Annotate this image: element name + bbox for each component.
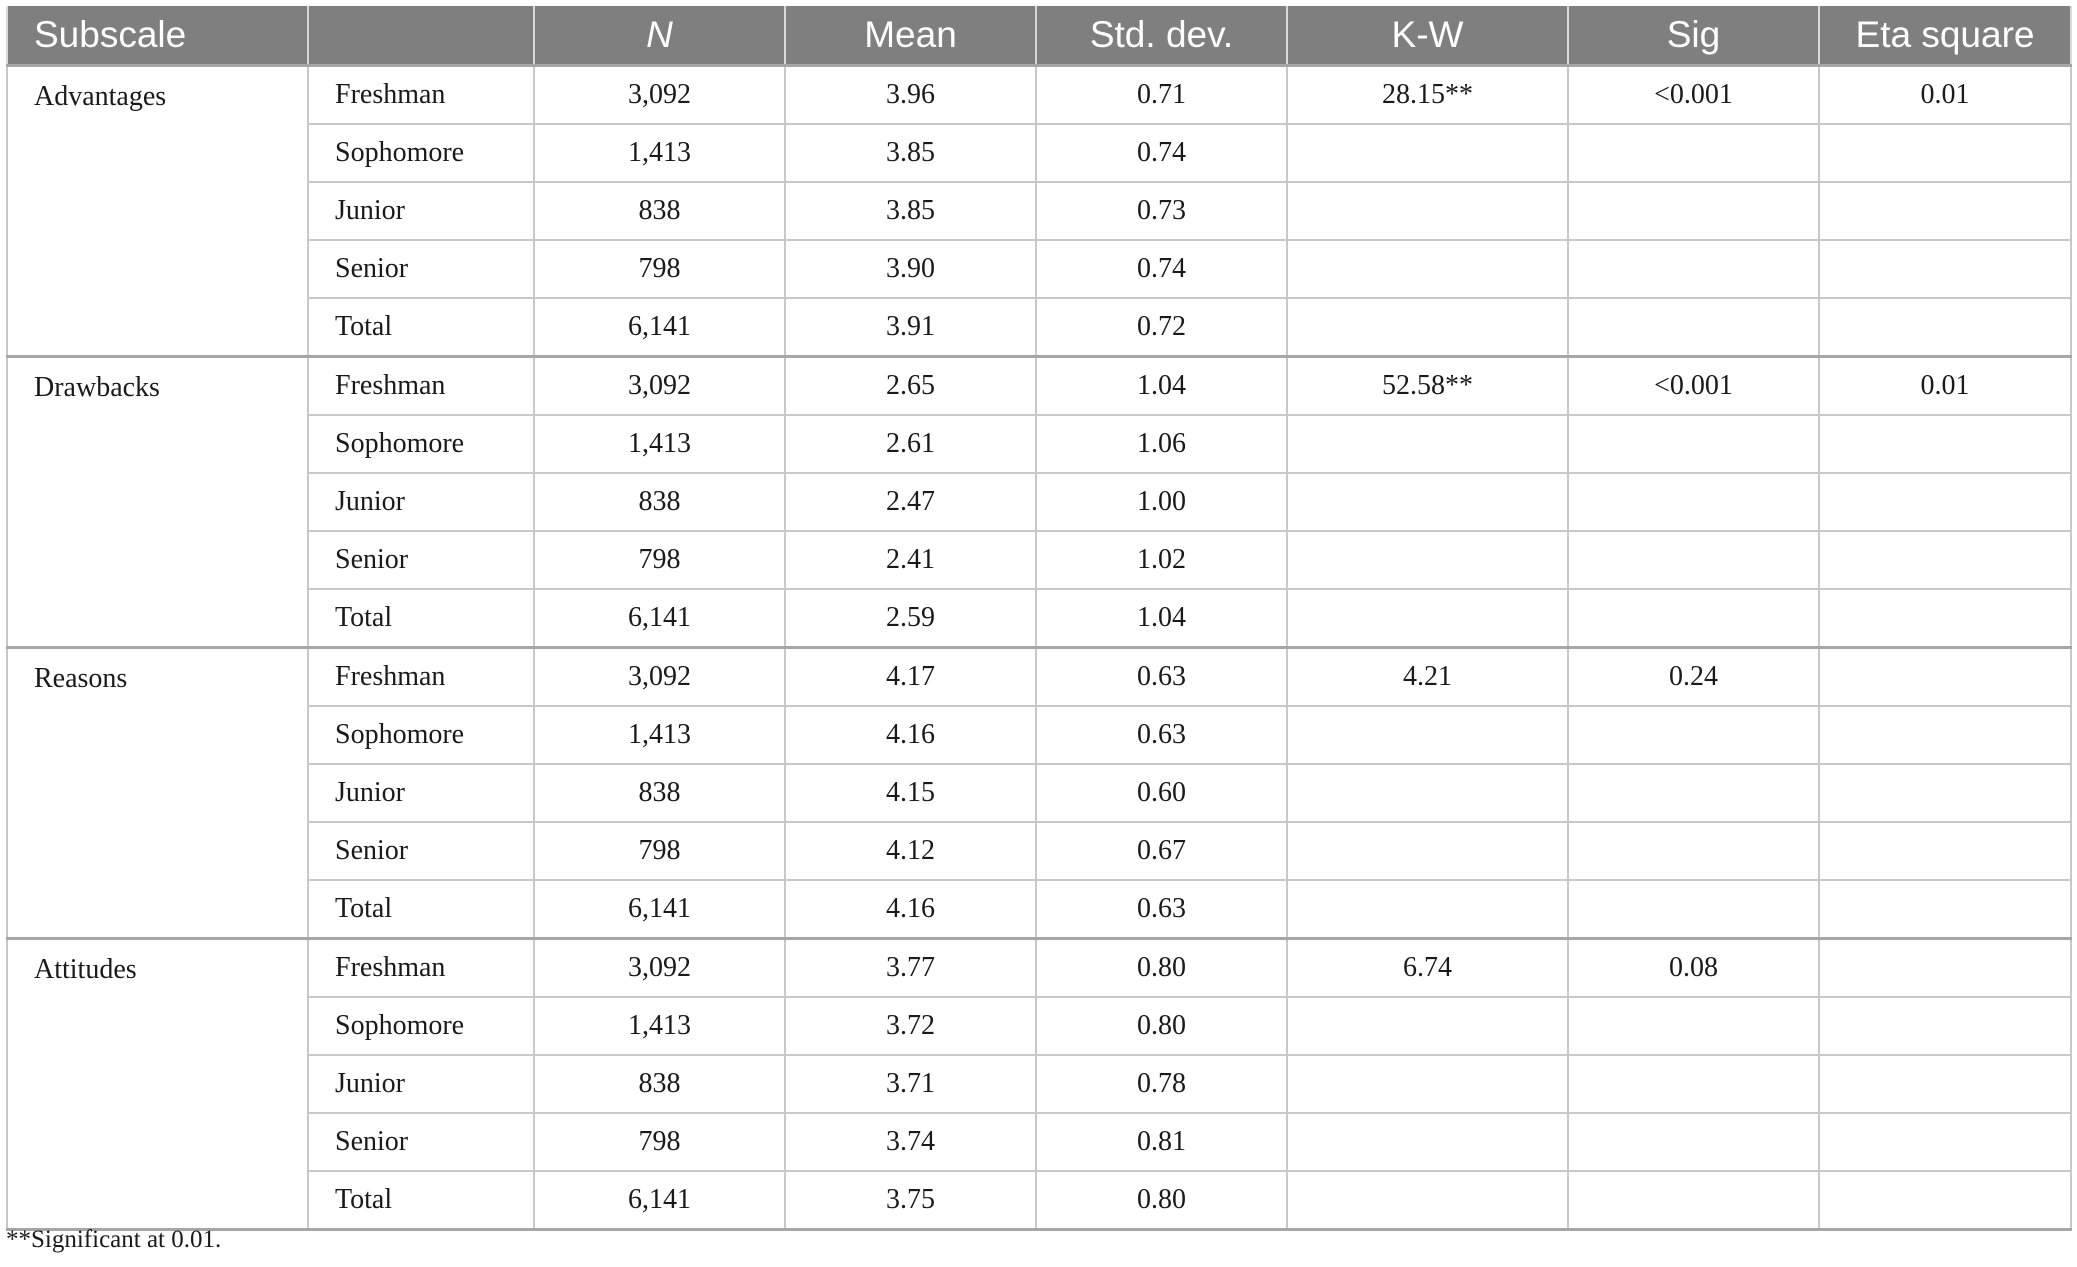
kw-value: 4.21 xyxy=(1287,648,1568,707)
table-row xyxy=(7,997,2071,1055)
n-value: 798 xyxy=(534,240,785,298)
group-label: Sophomore xyxy=(308,415,534,473)
group-label: Freshman xyxy=(308,357,534,416)
n-value: 6,141 xyxy=(534,298,785,357)
sd-value: 0.63 xyxy=(1036,706,1287,764)
sig-value xyxy=(1568,240,1819,298)
eta-value xyxy=(1819,298,2071,357)
mean-value: 3.74 xyxy=(785,1113,1036,1171)
kw-value xyxy=(1287,473,1568,531)
n-value: 3,092 xyxy=(534,939,785,998)
eta-value: 0.01 xyxy=(1819,357,2071,416)
group-label: Junior xyxy=(308,1055,534,1113)
eta-value xyxy=(1819,648,2071,707)
mean-value: 3.72 xyxy=(785,997,1036,1055)
mean-value: 4.12 xyxy=(785,822,1036,880)
header-std-dev: Std. dev. xyxy=(1036,6,1287,66)
mean-value: 4.16 xyxy=(785,880,1036,939)
table-row xyxy=(7,298,2071,357)
kw-value xyxy=(1287,589,1568,648)
sd-value: 0.80 xyxy=(1036,1171,1287,1230)
table-row xyxy=(7,531,2071,589)
mean-value: 2.59 xyxy=(785,589,1036,648)
group-label: Total xyxy=(308,880,534,939)
eta-value xyxy=(1819,531,2071,589)
group-label: Senior xyxy=(308,531,534,589)
table-row xyxy=(7,880,2071,939)
subscale-name: Attitudes xyxy=(7,939,308,1230)
sig-value xyxy=(1568,531,1819,589)
sig-value xyxy=(1568,298,1819,357)
eta-value xyxy=(1819,473,2071,531)
eta-value xyxy=(1819,822,2071,880)
mean-value: 4.16 xyxy=(785,706,1036,764)
sig-value xyxy=(1568,764,1819,822)
sd-value: 0.71 xyxy=(1036,66,1287,125)
kw-value xyxy=(1287,880,1568,939)
sig-value xyxy=(1568,997,1819,1055)
table-row xyxy=(7,240,2071,298)
sd-value: 0.78 xyxy=(1036,1055,1287,1113)
table-row xyxy=(7,706,2071,764)
sd-value: 0.63 xyxy=(1036,648,1287,707)
table-row xyxy=(7,764,2071,822)
table-row xyxy=(7,124,2071,182)
group-label: Total xyxy=(308,589,534,648)
kw-value xyxy=(1287,1113,1568,1171)
kw-value xyxy=(1287,531,1568,589)
sig-value xyxy=(1568,822,1819,880)
n-value: 3,092 xyxy=(534,357,785,416)
subscale-name: Reasons xyxy=(7,648,308,939)
n-value: 798 xyxy=(534,531,785,589)
kw-value xyxy=(1287,124,1568,182)
n-value: 798 xyxy=(534,1113,785,1171)
n-value: 1,413 xyxy=(534,997,785,1055)
eta-value xyxy=(1819,182,2071,240)
sd-value: 1.00 xyxy=(1036,473,1287,531)
mean-value: 3.85 xyxy=(785,182,1036,240)
eta-value xyxy=(1819,706,2071,764)
n-value: 3,092 xyxy=(534,648,785,707)
group-label: Senior xyxy=(308,1113,534,1171)
table-row xyxy=(7,648,2071,707)
eta-value xyxy=(1819,1171,2071,1230)
group-label: Freshman xyxy=(308,939,534,998)
subscale-name: Drawbacks xyxy=(7,357,308,648)
kw-value xyxy=(1287,706,1568,764)
header-eta-square: Eta square xyxy=(1819,6,2071,66)
sig-value xyxy=(1568,589,1819,648)
eta-value: 0.01 xyxy=(1819,66,2071,125)
group-label: Sophomore xyxy=(308,124,534,182)
header-subscale: Subscale xyxy=(7,6,308,66)
eta-value xyxy=(1819,415,2071,473)
kw-value xyxy=(1287,240,1568,298)
table-row xyxy=(7,1113,2071,1171)
sig-value xyxy=(1568,182,1819,240)
subscale-name: Advantages xyxy=(7,66,308,357)
group-label: Sophomore xyxy=(308,997,534,1055)
mean-value: 3.77 xyxy=(785,939,1036,998)
eta-value xyxy=(1819,764,2071,822)
group-label: Freshman xyxy=(308,648,534,707)
sd-value: 0.60 xyxy=(1036,764,1287,822)
kw-value xyxy=(1287,182,1568,240)
header-sig: Sig xyxy=(1568,6,1819,66)
n-value: 798 xyxy=(534,822,785,880)
sig-value: <0.001 xyxy=(1568,357,1819,416)
sd-value: 0.80 xyxy=(1036,939,1287,998)
sig-value: 0.24 xyxy=(1568,648,1819,707)
n-value: 838 xyxy=(534,182,785,240)
kw-value xyxy=(1287,1171,1568,1230)
sig-value: <0.001 xyxy=(1568,66,1819,125)
header-row xyxy=(7,6,2071,66)
table-row xyxy=(7,182,2071,240)
kw-value: 52.58** xyxy=(1287,357,1568,416)
eta-value xyxy=(1819,240,2071,298)
kw-value: 6.74 xyxy=(1287,939,1568,998)
kw-value: 28.15** xyxy=(1287,66,1568,125)
eta-value xyxy=(1819,1113,2071,1171)
mean-value: 4.15 xyxy=(785,764,1036,822)
kw-value xyxy=(1287,822,1568,880)
sig-value xyxy=(1568,880,1819,939)
n-value: 1,413 xyxy=(534,124,785,182)
n-value: 6,141 xyxy=(534,589,785,648)
sig-value xyxy=(1568,706,1819,764)
sig-value xyxy=(1568,415,1819,473)
sd-value: 0.67 xyxy=(1036,822,1287,880)
table-row xyxy=(7,939,2071,998)
group-label: Senior xyxy=(308,240,534,298)
n-value: 3,092 xyxy=(534,66,785,125)
table-row xyxy=(7,822,2071,880)
header-n: N xyxy=(534,6,785,66)
table-row xyxy=(7,473,2071,531)
sig-value xyxy=(1568,124,1819,182)
table-row xyxy=(7,1055,2071,1113)
kw-value xyxy=(1287,997,1568,1055)
mean-value: 3.75 xyxy=(785,1171,1036,1230)
sd-value: 1.06 xyxy=(1036,415,1287,473)
table-row xyxy=(7,357,2071,416)
n-value: 838 xyxy=(534,473,785,531)
header-kw: K-W xyxy=(1287,6,1568,66)
n-value: 6,141 xyxy=(534,880,785,939)
table-row xyxy=(7,1171,2071,1230)
sig-value xyxy=(1568,1055,1819,1113)
sd-value: 0.72 xyxy=(1036,298,1287,357)
mean-value: 3.71 xyxy=(785,1055,1036,1113)
sd-value: 0.73 xyxy=(1036,182,1287,240)
n-value: 1,413 xyxy=(534,415,785,473)
group-label: Total xyxy=(308,1171,534,1230)
eta-value xyxy=(1819,939,2071,998)
kw-value xyxy=(1287,298,1568,357)
eta-value xyxy=(1819,880,2071,939)
kw-value xyxy=(1287,1055,1568,1113)
mean-value: 3.91 xyxy=(785,298,1036,357)
group-label: Junior xyxy=(308,473,534,531)
sd-value: 1.04 xyxy=(1036,589,1287,648)
table-row xyxy=(7,415,2071,473)
footnote: **Significant at 0.01. xyxy=(6,1226,222,1253)
mean-value: 3.96 xyxy=(785,66,1036,125)
mean-value: 3.85 xyxy=(785,124,1036,182)
sd-value: 0.74 xyxy=(1036,124,1287,182)
sig-value: 0.08 xyxy=(1568,939,1819,998)
stats-table xyxy=(6,6,2072,1231)
sig-value xyxy=(1568,1171,1819,1230)
eta-value xyxy=(1819,1055,2071,1113)
sig-value xyxy=(1568,1113,1819,1171)
mean-value: 2.61 xyxy=(785,415,1036,473)
mean-value: 2.65 xyxy=(785,357,1036,416)
group-label: Total xyxy=(308,298,534,357)
group-label: Junior xyxy=(308,764,534,822)
sd-value: 0.81 xyxy=(1036,1113,1287,1171)
mean-value: 4.17 xyxy=(785,648,1036,707)
sd-value: 0.74 xyxy=(1036,240,1287,298)
sd-value: 1.02 xyxy=(1036,531,1287,589)
sd-value: 1.04 xyxy=(1036,357,1287,416)
n-value: 6,141 xyxy=(534,1171,785,1230)
group-label: Sophomore xyxy=(308,706,534,764)
table-row xyxy=(7,589,2071,648)
table-row xyxy=(7,66,2071,125)
sig-value xyxy=(1568,473,1819,531)
mean-value: 3.90 xyxy=(785,240,1036,298)
eta-value xyxy=(1819,124,2071,182)
sd-value: 0.80 xyxy=(1036,997,1287,1055)
group-label: Junior xyxy=(308,182,534,240)
group-label: Freshman xyxy=(308,66,534,125)
group-label: Senior xyxy=(308,822,534,880)
header-mean: Mean xyxy=(785,6,1036,66)
sd-value: 0.63 xyxy=(1036,880,1287,939)
kw-value xyxy=(1287,764,1568,822)
eta-value xyxy=(1819,997,2071,1055)
kw-value xyxy=(1287,415,1568,473)
header-group xyxy=(308,6,534,66)
n-value: 838 xyxy=(534,1055,785,1113)
mean-value: 2.41 xyxy=(785,531,1036,589)
mean-value: 2.47 xyxy=(785,473,1036,531)
eta-value xyxy=(1819,589,2071,648)
n-value: 838 xyxy=(534,764,785,822)
table-body xyxy=(7,66,2071,1230)
n-value: 1,413 xyxy=(534,706,785,764)
